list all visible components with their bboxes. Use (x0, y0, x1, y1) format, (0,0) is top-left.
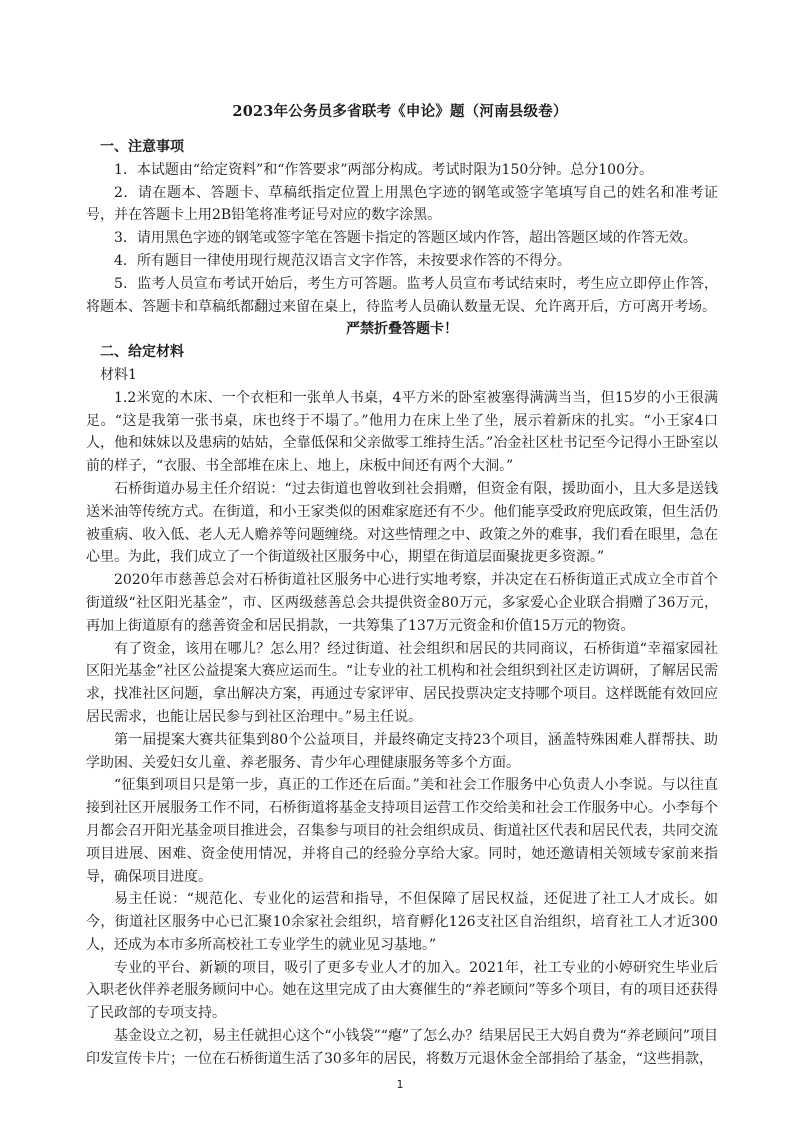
page-number: 1 (396, 1078, 404, 1091)
notice-item-2: 2．请在题本、答题卡、草稿纸指定位置上用黑色字迹的钢笔或签字笔填写自己的姓名和准考证号，并在答题卡上用2B铅笔将准考证号对应的数字涂黑。 (86, 184, 718, 224)
material-paragraph: 第一届提案大赛共征集到80个公益项目，并最终确定支持23个项目，涵盖特殊困难人群帮扶、助学助困、关爱妇女儿童、养老服务、青少年心理健康服务等多个方面。 (86, 731, 718, 771)
material-paragraph: 基金设立之初，易主任就担心这个“小钱袋”“瘪”了怎么办？结果居民王大妈自费为“养老顾问”项目印发宣传卡片；一位在石桥街道生活了30多年的居民，将数万元退休金全部捐给了基金，“这些捐款， (86, 1028, 718, 1067)
material-paragraph: 2020年市慈善总会对石桥街道社区服务中心进行实地考察，并决定在石桥街道正式成立全市首个街道级“社区阳光基金”，市、区两级慈善总会共提供资金80万元，多家爱心企业联合捐赠了36万元，再加上街道原有的慈善资金和居民捐款，一共筹集了137万元资金和价值15万元的物资。 (86, 572, 718, 634)
material-paragraph: 专业的平台、新颖的项目，吸引了更多专业人才的加入。2021年，社工专业的小婷研究生毕业后入职老伙伴养老服务顾问中心。她在这里完成了由大赛催生的“养老顾问”等多个项目，有的项目还获得了民政部的专项支持。 (86, 959, 718, 1022)
notice-item-5: 5．监考人员宣布考试开始后，考生方可答题。监考人员宣布考试结束时，考生应立即停止作答，将题本、答题卡和草稿纸都翻过来留在桌上，待监考人员确认数量无误、允许离开后，方可离开考场。 (86, 275, 718, 315)
warning-text: 严禁折叠答题卡！ (346, 321, 458, 338)
material-paragraph: “征集到项目只是第一步，真正的工作还在后面。”美和社会工作服务中心负责人小李说。与以往直接到社区开展服务工作不同，石桥街道将基金支持项目运营工作交给美和社会工作服务中心。小李每个月都会召开阳光基金项目推进会，召集参与项目的社会组织成员、街道社区代表和居民代表，共同交流项目进展、困难、资金使用情况，并将自己的经验分享给大家。同时，她还邀请相关领域专家前来指导，确保项目进度。 (86, 777, 718, 885)
material-paragraph: 1.2米宽的木床、一个衣柜和一张单人书桌，4平方米的卧室被塞得满满当当，但15岁的小王很满足。“这是我第一张书桌，床也终于不塌了。”他用力在床上坐了坐，展示着新床的扎实。“小王家4口人，他和妹妹以及患病的姑姑，全靠低保和父亲做零工维持生活。”冶金社区杜书记至今记得小王卧室以前的样子，“衣服、书全部堆在床上、地上，床板中间还有两个大洞。” (86, 389, 718, 475)
notice-item-1: 1．本试题由“给定资料”和“作答要求”两部分构成。考试时限为150分钟。总分100分。 (114, 161, 653, 178)
material-label: 材料1 (100, 366, 137, 383)
materials-heading: 二、给定材料 (100, 344, 184, 361)
notice-heading: 一、注意事项 (100, 139, 184, 155)
material-paragraph: 石桥街道办易主任介绍说：“过去街道也曾收到社会捐赠，但资金有限，援助面小，且大多是送钱送米油等传统方式。在街道，和小王家类似的困难家庭还有不少。他们能享受政府兜底政策，但生活仍被重病、收入低、老人无人赡养等问题缠绕。对这些情理之中、政策之外的难事，我们看在眼里，急在心里。为此，我们成立了一个街道级社区服务中心，期望在街道层面聚拢更多资源。” (86, 480, 718, 566)
document-body (86, 136, 718, 1071)
material-paragraph: 易主任说：“规范化、专业化的运营和指导，不但保障了居民权益，还促进了社工人才成长。如今，街道社区服务中心已汇聚10余家社会组织，培育孵化126支社区自治组织，培育社工人才近300人，还成为本市多所高校社工专业学生的就业见习基地。” (86, 891, 718, 953)
notice-item-3: 3．请用黑色字迹的钢笔或签字笔在答题卡指定的答题区域内作答，超出答题区域的作答无效。 (114, 230, 697, 247)
document-title: 2023年公务员多省联考《申论》题（河南县级卷） (232, 103, 568, 120)
notice-item-4: 4．所有题目一律使用现行规范汉语言文字作答，未按要求作答的不得分。 (114, 252, 571, 269)
material-paragraph: 有了资金，该用在哪儿？怎么用？经过街道、社会组织和居民的共同商议，石桥街道“幸福家园社区阳光基金”社区公益提案大赛应运而生。“让专业的社工机构和社会组织到社区走访调研，了解居民需求，找准社区问题，拿出解决方案，再通过专家评审、居民投票决定支持哪个项目。这样既能有效回应居民需求，也能让居民参与到社区治理中。”易主任说。 (86, 640, 718, 725)
